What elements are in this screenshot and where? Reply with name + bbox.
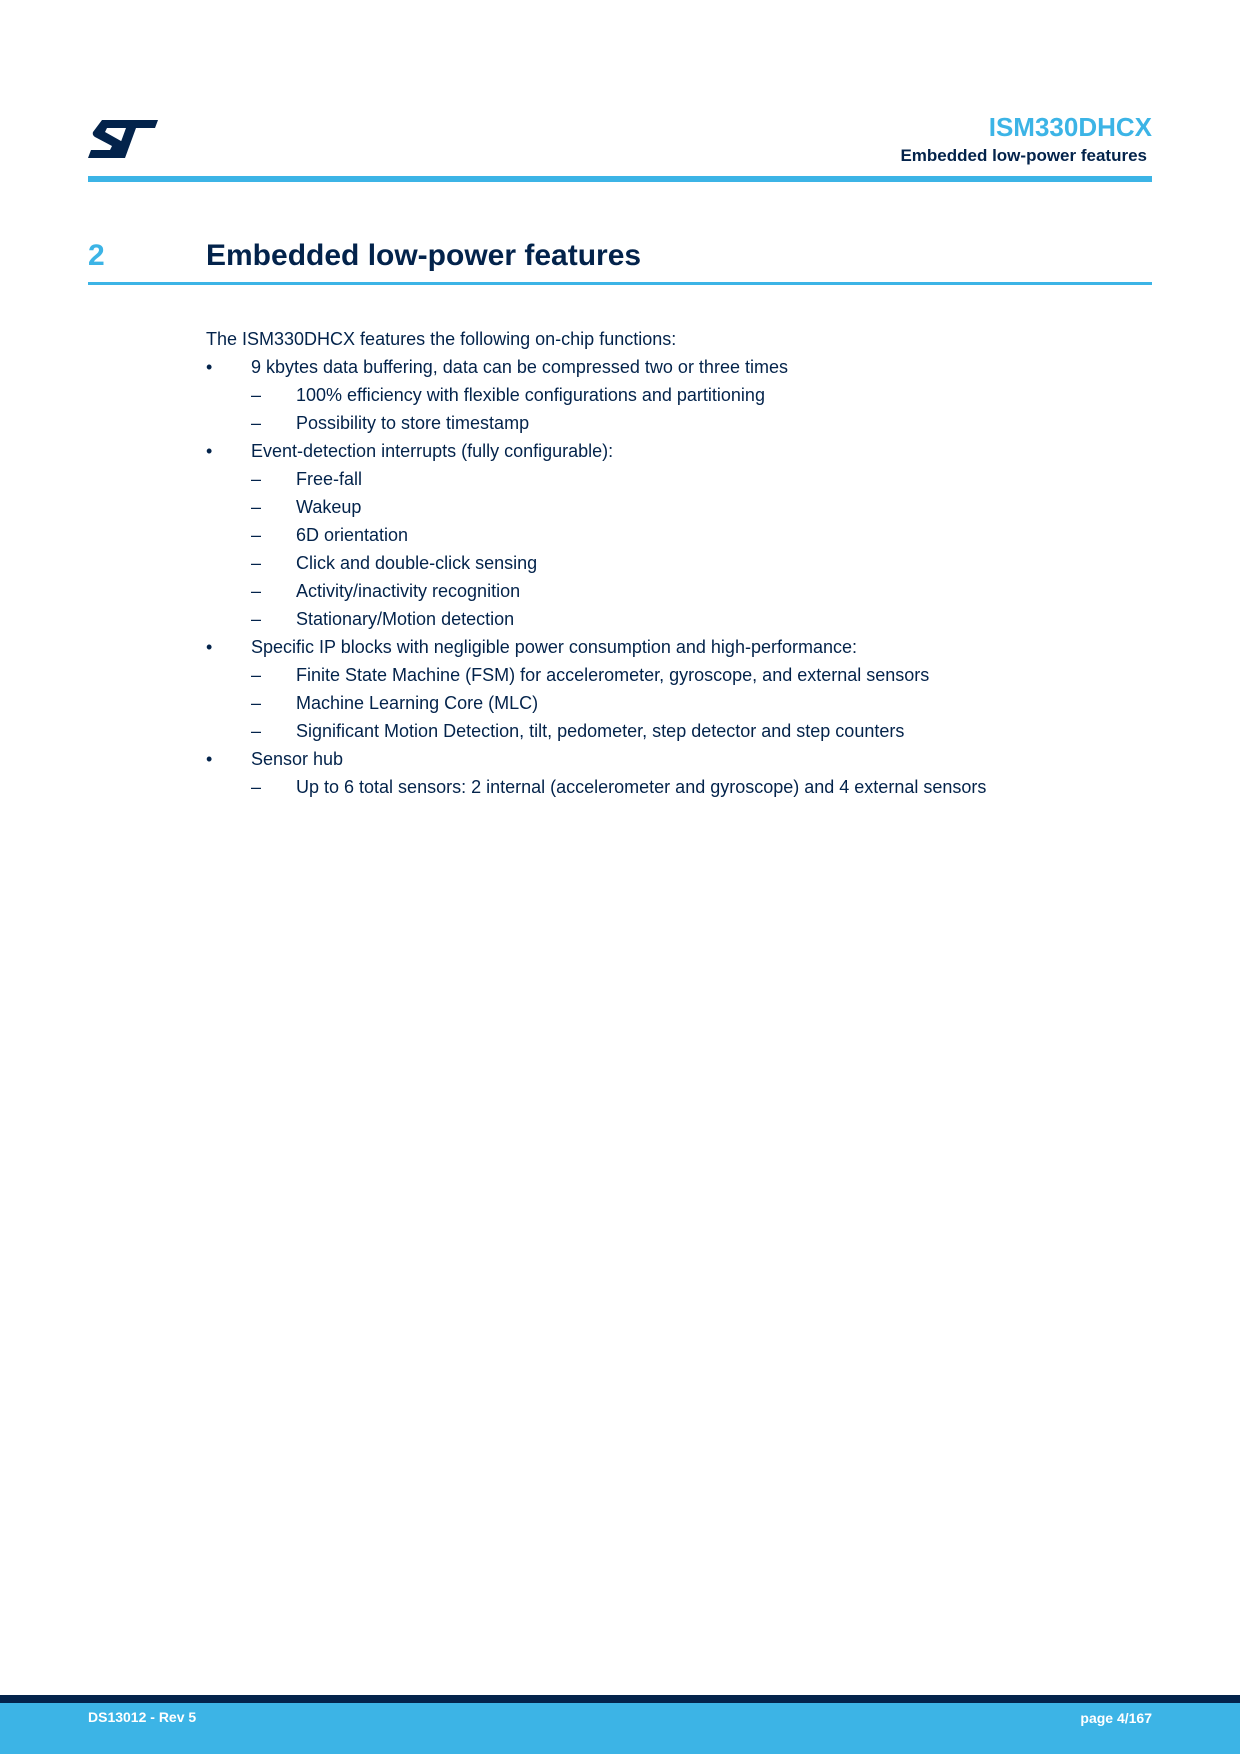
document-subtitle: Embedded low-power features <box>900 146 1147 165</box>
bullet-marker: • <box>206 441 213 461</box>
footer-rule <box>0 1695 1240 1703</box>
sub-list-item-text: Significant Motion Detection, tilt, pedometer, step detector and step counters <box>296 721 905 741</box>
dash-marker: – <box>251 777 262 797</box>
sub-list-item <box>251 409 1106 437</box>
st-logo-icon <box>88 118 160 160</box>
intro-paragraph: The ISM330DHCX features the following on-chip functions: <box>206 329 677 349</box>
list-item <box>206 437 1106 633</box>
feature-list <box>206 353 1106 801</box>
list-item <box>206 745 1106 801</box>
section-title: Embedded low-power features <box>206 239 642 272</box>
section-number: 2 <box>88 239 105 272</box>
sub-list-item <box>251 717 1106 745</box>
sub-list-item-text: Free-fall <box>296 469 363 489</box>
sub-list-item <box>251 465 1106 493</box>
sub-list-item <box>251 493 1106 521</box>
sub-list-item <box>251 521 1106 549</box>
list-item-text: 9 kbytes data buffering, data can be compressed two or three times <box>251 357 788 377</box>
sub-list-item-text: Machine Learning Core (MLC) <box>296 693 539 713</box>
dash-marker: – <box>251 721 262 741</box>
dash-marker: – <box>251 525 262 545</box>
sub-list-item <box>251 773 1106 801</box>
dash-marker: – <box>251 609 262 629</box>
dash-marker: – <box>251 413 262 433</box>
dash-marker: – <box>251 497 262 517</box>
sub-list-item <box>251 549 1106 577</box>
bullet-marker: • <box>206 749 213 769</box>
dash-marker: – <box>251 693 262 713</box>
sub-list <box>251 661 1106 745</box>
dash-marker: – <box>251 553 262 573</box>
dash-marker: – <box>251 385 262 405</box>
sub-list-item-text: 6D orientation <box>296 525 409 545</box>
sub-list-item <box>251 661 1106 689</box>
bullet-marker: • <box>206 357 213 377</box>
list-item <box>206 633 1106 745</box>
page-number: page 4/167 <box>1080 1710 1152 1726</box>
sub-list-item-text: Activity/inactivity recognition <box>296 581 521 601</box>
sub-list <box>251 465 1106 633</box>
sub-list-item-text: Click and double-click sensing <box>296 553 538 573</box>
list-item-text: Sensor hub <box>251 749 344 769</box>
sub-list-item-text: Finite State Machine (FSM) for accelerometer, gyroscope, and external sensors <box>296 665 930 685</box>
list-item <box>206 353 1106 437</box>
bullet-marker: • <box>206 637 213 657</box>
sub-list-item <box>251 605 1106 633</box>
sub-list-item-text: Possibility to store timestamp <box>296 413 530 433</box>
dash-marker: – <box>251 469 262 489</box>
sub-list-item <box>251 577 1106 605</box>
section-rule <box>88 282 1152 285</box>
sub-list-item-text: 100% efficiency with flexible configurations and partitioning <box>296 385 765 405</box>
header-rule <box>88 176 1152 182</box>
sub-list-item-text: Stationary/Motion detection <box>296 609 515 629</box>
sub-list-item <box>251 381 1106 409</box>
document-title: ISM330DHCX <box>988 112 1152 142</box>
document-revision: DS13012 - Rev 5 <box>88 1709 197 1725</box>
sub-list <box>251 773 1106 801</box>
sub-list-item-text: Wakeup <box>296 497 362 517</box>
sub-list <box>251 381 1106 437</box>
dash-marker: – <box>251 665 262 685</box>
dash-marker: – <box>251 581 262 601</box>
section-body <box>206 325 1106 801</box>
sub-list-item-text: Up to 6 total sensors: 2 internal (accelerometer and gyroscope) and 4 external sensors <box>296 777 987 797</box>
list-item-text: Specific IP blocks with negligible power consumption and high-performance: <box>251 637 857 657</box>
sub-list-item <box>251 689 1106 717</box>
list-item-text: Event-detection interrupts (fully configurable): <box>251 441 614 461</box>
